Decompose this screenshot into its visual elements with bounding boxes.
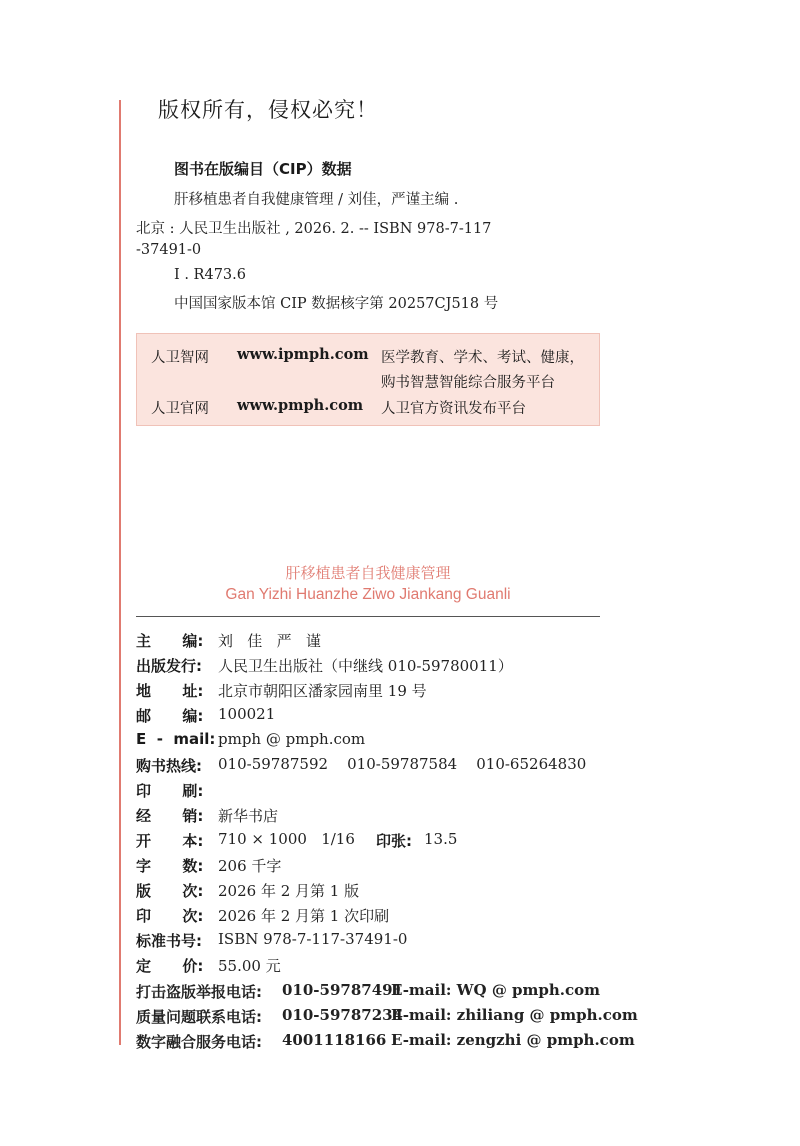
cip-line-3: -37491-0	[136, 242, 202, 258]
sheet-label: 印张:	[376, 832, 412, 850]
contact-phone: 4001118166	[282, 1031, 387, 1049]
detail-value: 100021	[218, 705, 276, 723]
detail-label: 定 价:	[136, 957, 204, 975]
ipmph-link[interactable]: www.ipmph.com	[237, 346, 369, 363]
detail-label: 经 销:	[136, 807, 204, 825]
publisher-info-box	[136, 333, 600, 426]
detail-value[interactable]: pmph @ pmph.com	[218, 730, 366, 748]
detail-label: 印 刷:	[136, 782, 204, 800]
ipmph-desc-2: 购书智慧智能综合服务平台	[381, 375, 555, 391]
cip-line-1: 肝移植患者自我健康管理 / 刘佳，严谨主编 .	[174, 192, 459, 208]
book-title: 肝移植患者自我健康管理	[285, 564, 451, 582]
cip-line-5: 中国国家版本馆 CIP 数据核字第 20257CJ518 号	[174, 296, 499, 312]
contact-phone: 010-59787491	[282, 981, 404, 999]
pmph-name: 人卫官网	[151, 401, 209, 417]
cip-line-4: Ⅰ . R473.6	[174, 267, 246, 283]
detail-value: 010-59787592 010-59787584 010-65264830	[218, 755, 587, 773]
contact-label: 质量问题联系电话:	[136, 1008, 262, 1026]
detail-value: ISBN 978-7-117-37491-0	[218, 930, 408, 948]
detail-value: 新华书店	[218, 807, 279, 825]
pmph-desc: 人卫官方资讯发布平台	[381, 401, 526, 417]
detail-label: 出版发行:	[136, 657, 202, 675]
detail-label: 字 数:	[136, 857, 204, 875]
detail-label: 印 次:	[136, 907, 204, 925]
sheet-value: 13.5	[424, 830, 458, 848]
detail-label: E - mail:	[136, 730, 216, 748]
ipmph-name: 人卫智网	[151, 350, 209, 366]
detail-label: 主 编:	[136, 632, 204, 650]
divider	[136, 616, 600, 617]
detail-value: 北京市朝阳区潘家园南里 19 号	[218, 682, 427, 700]
detail-label: 购书热线:	[136, 757, 202, 775]
pmph-link[interactable]: www.pmph.com	[237, 397, 364, 414]
cip-line-2: 北京 : 人民卫生出版社 , 2026. 2. -- ISBN 978-7-117	[136, 221, 492, 237]
copyright-notice: 版权所有，侵权必究！	[158, 98, 378, 122]
detail-label: 开 本:	[136, 832, 204, 850]
detail-label: 地 址:	[136, 682, 204, 700]
detail-value: 55.00 元	[218, 957, 281, 975]
detail-value: 2026 年 2 月第 1 次印刷	[218, 907, 390, 925]
contact-email[interactable]: E-mail: WQ @ pmph.com	[391, 981, 601, 999]
contact-email[interactable]: E-mail: zhiliang @ pmph.com	[391, 1006, 638, 1024]
detail-value: 人民卫生出版社（中继线 010-59780011）	[218, 657, 513, 675]
detail-value: 刘 佳 严 谨	[218, 632, 321, 650]
cip-title: 图书在版编目（CIP）数据	[174, 160, 352, 178]
detail-label: 邮 编:	[136, 707, 204, 725]
contact-label: 打击盗版举报电话:	[136, 983, 262, 1001]
margin-rule	[119, 100, 121, 1045]
book-pinyin: Gan Yizhi Huanzhe Ziwo Jiankang Guanli	[225, 586, 511, 603]
detail-value: 206 千字	[218, 857, 282, 875]
detail-label: 标准书号:	[136, 932, 202, 950]
contact-phone: 010-59787234	[282, 1006, 404, 1024]
detail-value: 710 × 1000 1/16	[218, 830, 355, 848]
detail-label: 版 次:	[136, 882, 204, 900]
contact-label: 数字融合服务电话:	[136, 1033, 262, 1051]
detail-value: 2026 年 2 月第 1 版	[218, 882, 360, 900]
ipmph-desc-1: 医学教育、学术、考试、健康，	[381, 350, 584, 366]
contact-email[interactable]: E-mail: zengzhi @ pmph.com	[391, 1031, 635, 1049]
